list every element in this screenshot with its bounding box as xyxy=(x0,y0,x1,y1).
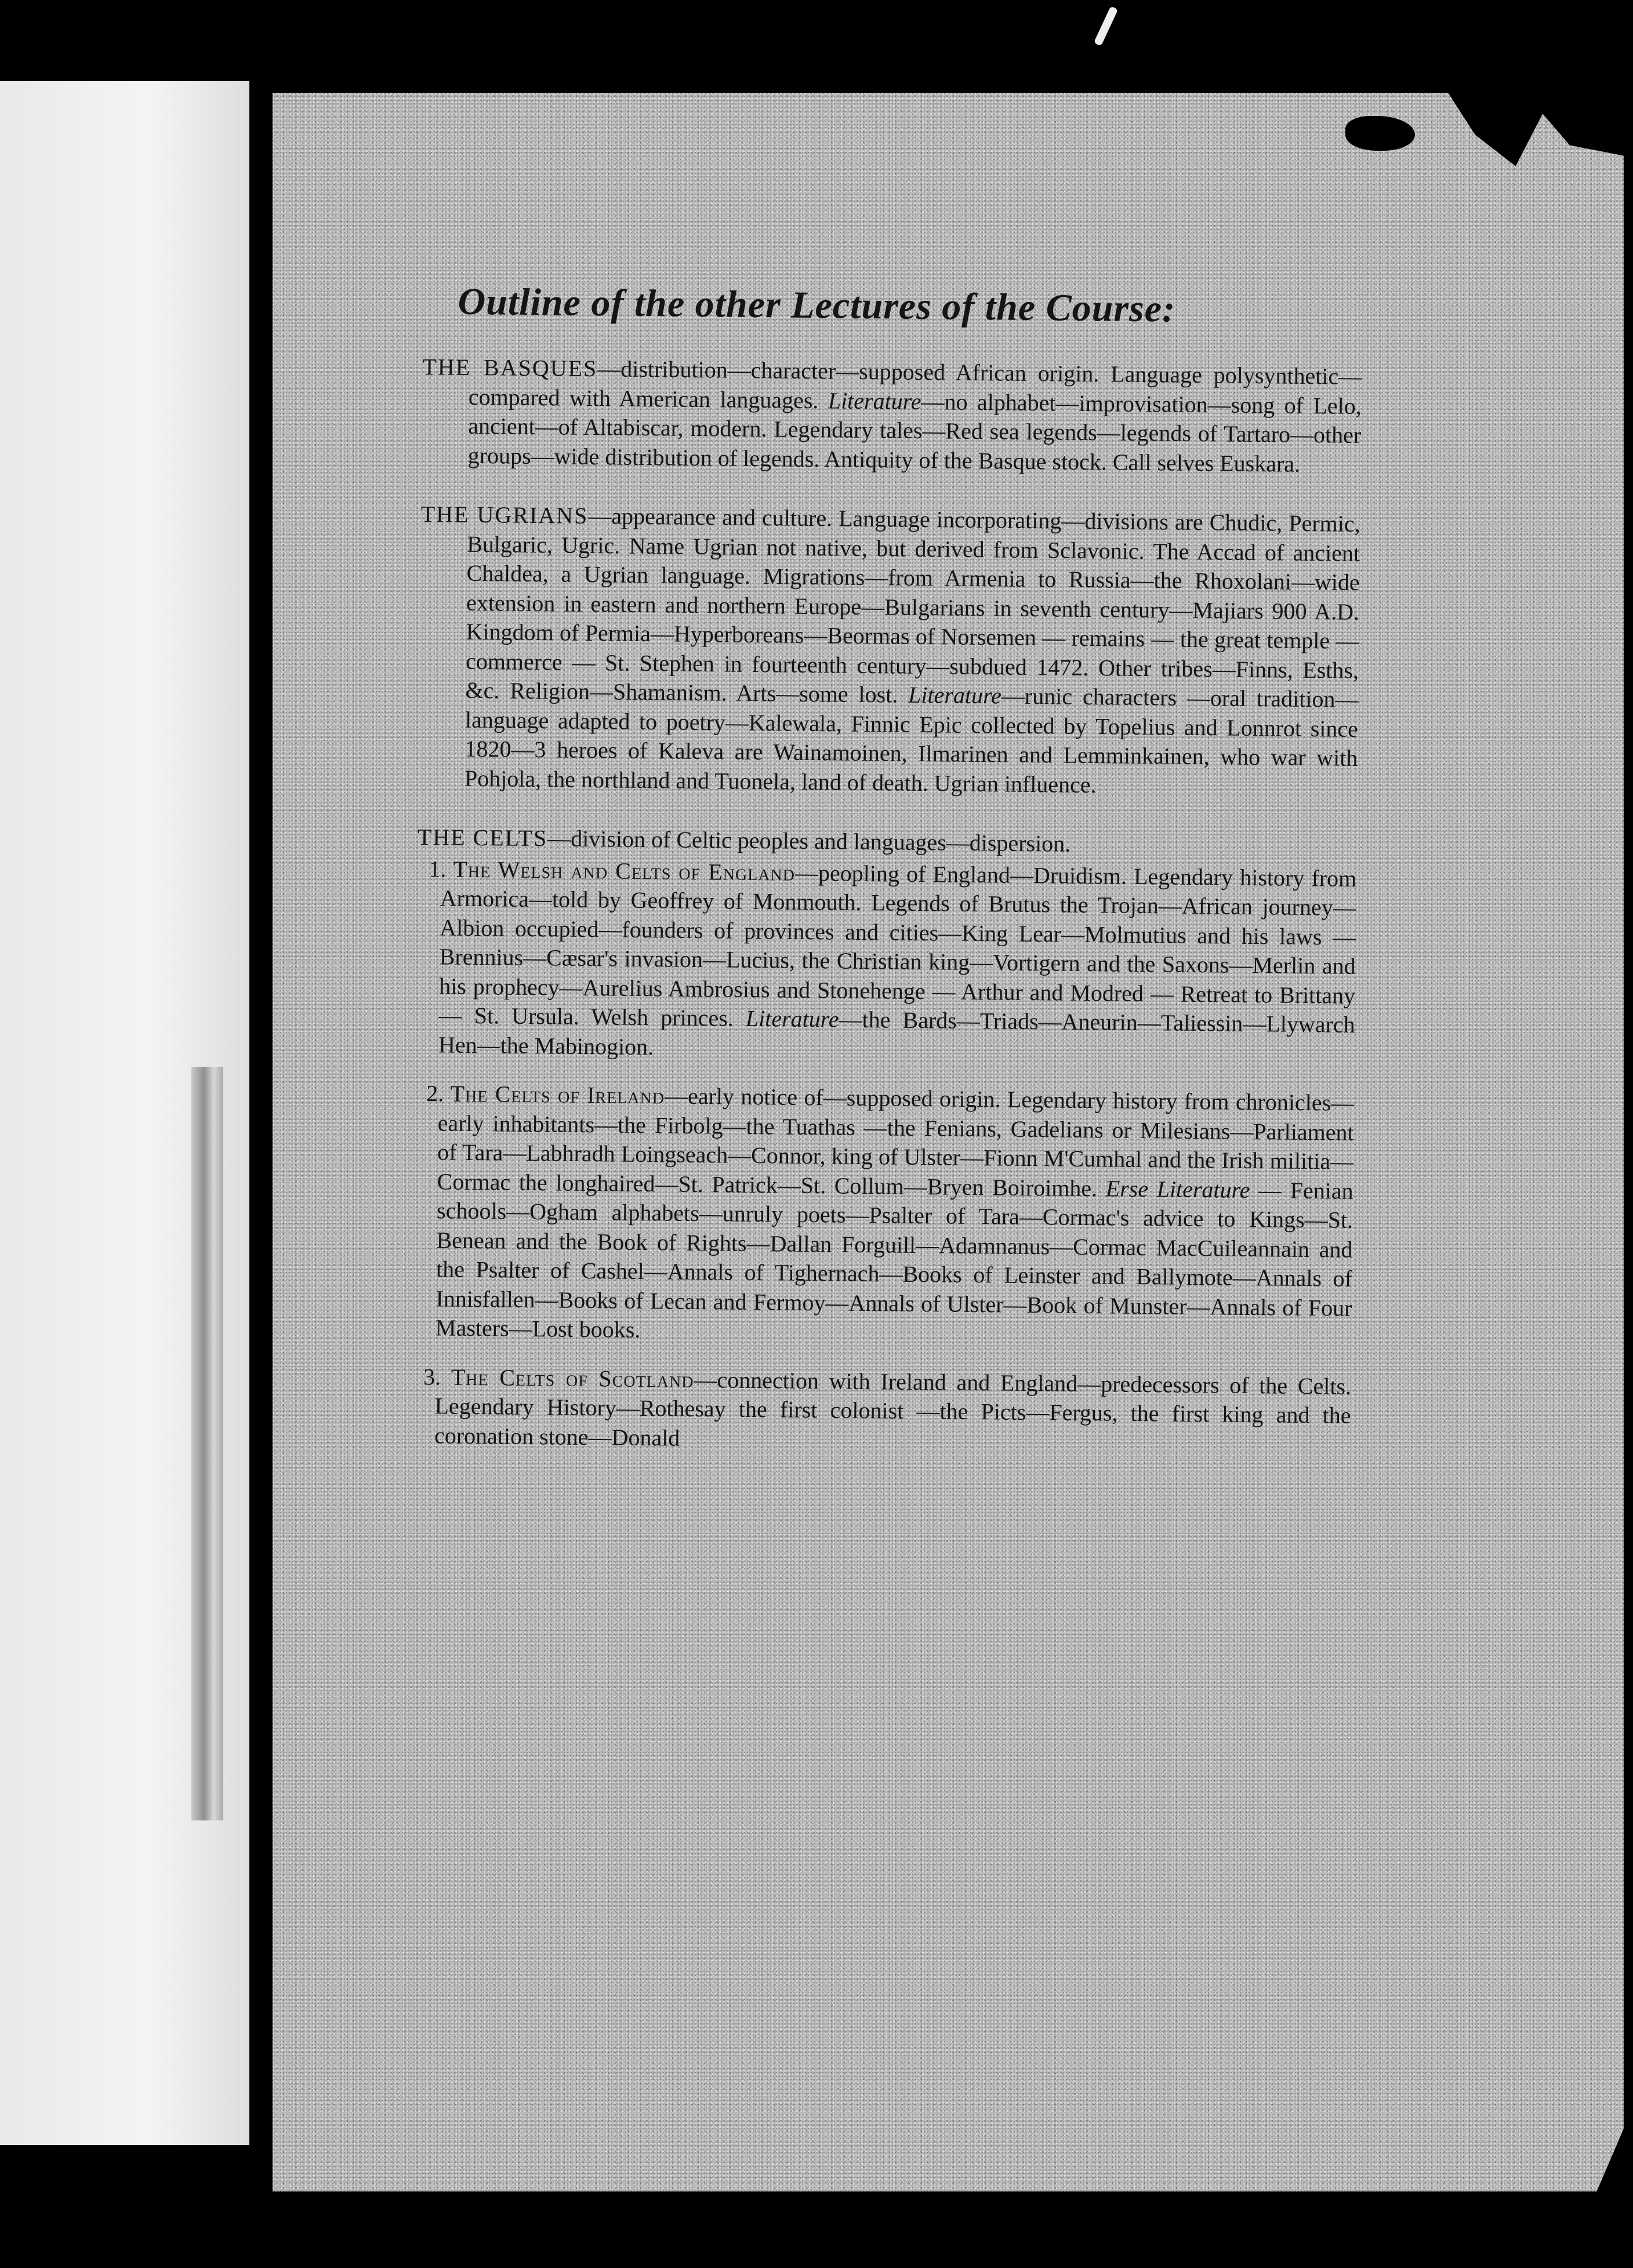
section-text: —appearance and culture. Language incorporating—divisions are Chudic, Permic, Bulgaric, Ugric. Name Ugrian not native, but derived from Sclavonic. The Accad of ancient Chaldea, a Ugrian language. Migrations—from Armenia to Russia—the Rhoxolani—wide extension in eastern and northern Europe—Bulgarians in seventh century—Majiars 900 A.D. Kingdom of Permia—Hyperboreans—Beormas of Norsemen — remains — the great temple — commerce — St. Stephen in fourteenth century—subdued 1472. Other tribes—Finns, Esths, &c. Religion—Shamanism. Arts—some lost. xyxy=(465,503,1360,708)
literature-label: Literature xyxy=(828,387,921,415)
subsection-number: 2. xyxy=(426,1080,444,1107)
section-text: —no alphabet—improvisation—song of Lelo, ancient—of Altabiscar, modern. Legendary tales—Red sea legends—legends of Tartaro—other groups—wide distribution of legends. Antiquity of the Basque stock. Call selves Euskara. xyxy=(467,388,1362,477)
subsection-heading: The Welsh and Celts of England xyxy=(453,856,796,886)
subsection-heading: The Celts of Ireland xyxy=(450,1080,665,1109)
section-text: —division of Celtic peoples and languages—dispersion. xyxy=(547,825,1071,857)
section-heading: THE BASQUES xyxy=(422,353,598,382)
subsection-number: 1. xyxy=(429,855,447,882)
section-heading: THE CELTS xyxy=(417,823,548,852)
subsection-text: —peopling of England—Druidism. Legendary history from Armorica—told by Geoffrey of Monmouth. Legends of Brutus the Trojan—African journey—Albion occupied—founders of provinces and cities—King Lear—Molmutius and his laws —Brennius—Cæsar's invasion—Lucius, the Christian king—Vortigern and the Saxons—Merlin and his prophecy—Aurelius Ambrosius and Stonehenge — Arthur and Modred — Retreat to Brittany — St. Ursula. Welsh princes. xyxy=(438,859,1357,1031)
subsection-text: —early notice of—supposed origin. Legendary history from chronicles—early inhabitants—the Firbolg—the Tuathas —the Fenians, Gadelians or Milesians—Parliament of Tara—Labhradh Loingseach—Connor, king of Ulster—Fionn M'Cumhal and the Irish militia—Cormac the longhaired—St. Patrick—St. Collum—Bryen Boiroimhe. xyxy=(437,1082,1355,1201)
section-ugrians xyxy=(418,500,1360,802)
section-heading: THE UGRIANS xyxy=(420,500,589,529)
subsection-text: —the Bards—Triads—Aneurin—Taliessin—Llywarch Hen—the Mabinogion. xyxy=(438,1006,1355,1060)
subsection-welsh xyxy=(415,854,1357,1068)
subsection-scotland xyxy=(411,1362,1351,1459)
page-title: Outline of the other Lectures of the Course: xyxy=(458,280,1176,330)
subsection-heading: The Celts of Scotland xyxy=(451,1364,694,1393)
book-binding-gutter xyxy=(191,1067,223,1820)
subsection-text: —connection with Ireland and England—predecessors of the Celts. Legendary History—Rothesay the first colonist —the Picts—Fergus, the first king and the coronation stone—Donald xyxy=(434,1366,1352,1451)
section-text: —runic characters —oral tradition—language adapted to poetry—Kalewala, Finnic Epic collected by Topelius and Lonnrot since 1820—3 heroes of Kaleva are Wainamoinen, Ilmarinen and Lemminkainen, who war with Pohjola, the northland and Tuonela, land of death. Ugrian influence. xyxy=(464,682,1359,798)
subsection-ireland xyxy=(412,1079,1355,1352)
section-text: —distribution—character—supposed African origin. Language polysynthetic—compared with American languages. xyxy=(468,355,1362,413)
scan-mark xyxy=(1094,6,1118,46)
literature-label: Erse Literature xyxy=(1105,1175,1250,1203)
literature-label: Literature xyxy=(908,681,1002,709)
section-basques xyxy=(422,352,1362,479)
subsection-text: — Fenian schools—Ogham alphabets—unruly poets—Psalter of Tara—Cormac's advice to Kings—St. Benean and the Book of Rights—Dallan Forguill—Adamnanus—Cormac MacCuileannain and the Psalter of Cashel—Annals of Tighernach—Books of Leinster and Ballymote—Annals of Innisfallen—Books of Lecan and Fermoy—Annals of Ulster—Book of Munster—Annals of Four Masters—Lost books. xyxy=(435,1176,1353,1343)
page-text xyxy=(411,278,1362,1480)
subsection-number: 3. xyxy=(423,1363,441,1390)
literature-label: Literature xyxy=(745,1005,839,1033)
